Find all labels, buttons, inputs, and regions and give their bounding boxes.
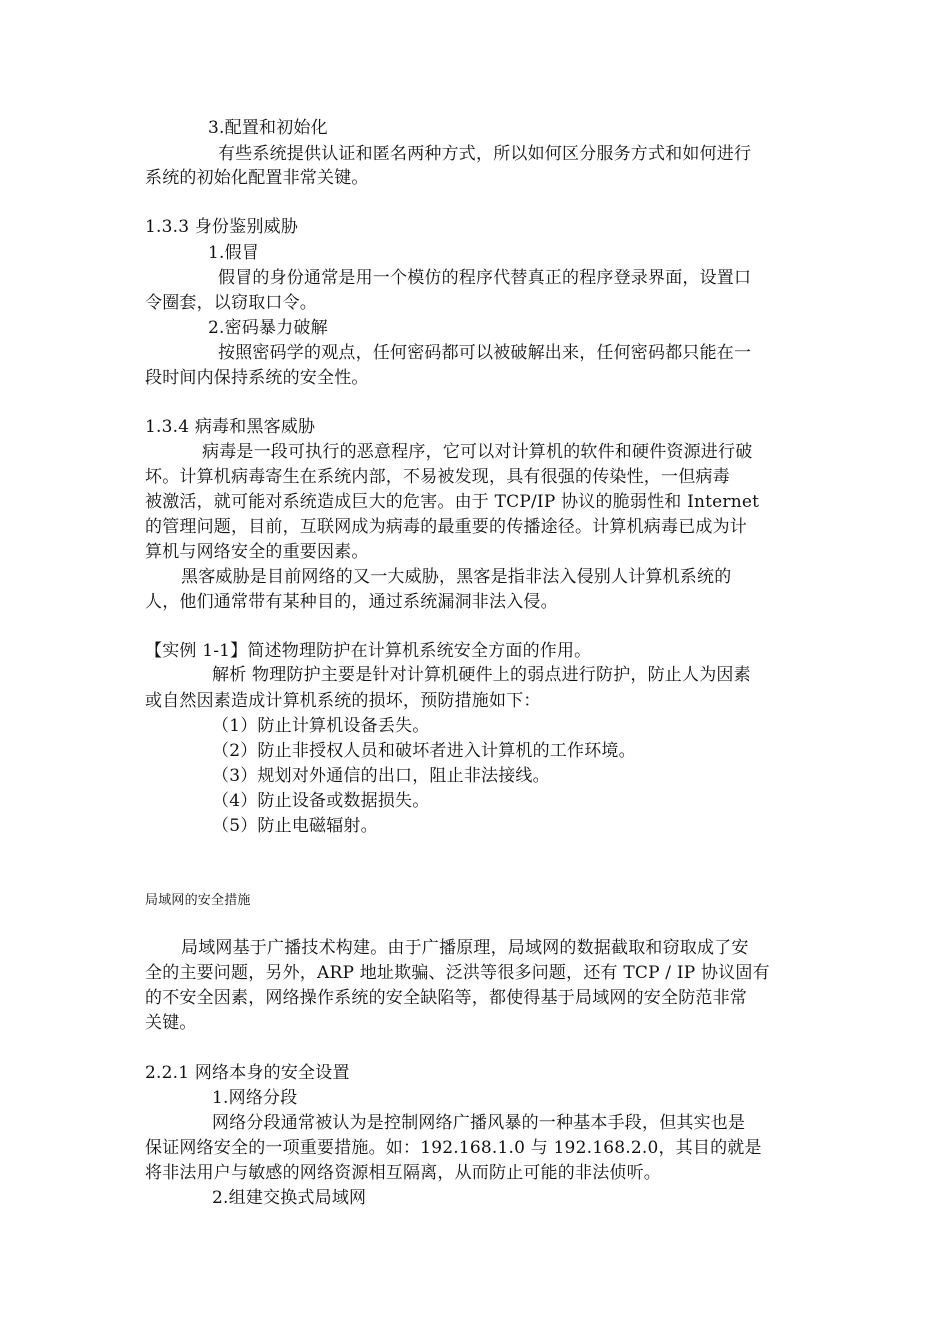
- paragraph-line: 段时间内保持系统的安全性。: [145, 368, 369, 388]
- paragraph-line: 有些系统提供认证和匿名两种方式，所以如何区分服务方式和如何进行: [218, 144, 752, 164]
- subheading-switched-lan: 2.组建交换式局域网: [212, 1188, 367, 1208]
- paragraph-line: 关键。: [145, 1013, 197, 1033]
- paragraph-line: 病毒是一段可执行的恶意程序，它可以对计算机的软件和硬件资源进行破: [202, 442, 753, 462]
- example-title: 【实例 1-1】简述物理防护在计算机系统安全方面的作用。: [145, 641, 592, 661]
- section-title-lan-security: 局域网的安全措施: [145, 893, 251, 908]
- paragraph-line: 保证网络安全的一项重要措施。如：192.168.1.0 与 192.168.2.0，其目的就是: [145, 1138, 762, 1158]
- paragraph-line: 假冒的身份通常是用一个模仿的程序代替真正的程序登录界面，设置口: [218, 268, 752, 288]
- paragraph-line: 局域网基于广播技术构建。由于广播原理，局域网的数据截取和窃取成了安: [181, 938, 749, 958]
- section-heading-2-2-1: 2.2.1 网络本身的安全设置: [145, 1063, 350, 1083]
- list-item: （1）防止计算机设备丢失。: [212, 716, 430, 736]
- subheading-impersonation: 1.假冒: [208, 243, 260, 263]
- paragraph-line: 网络分段通常被认为是控制网络广播风暴的一种基本手段，但其实也是: [212, 1113, 746, 1133]
- heading-config-init: 3.配置和初始化: [208, 118, 328, 138]
- paragraph-line: 或自然因素造成计算机系统的损坏，预防措施如下：: [145, 691, 541, 711]
- paragraph-line: 系统的初始化配置非常关键。: [145, 168, 369, 188]
- paragraph-line: 被激活，就可能对系统造成巨大的危害。由于 TCP/IP 协议的脆弱性和 Internet: [145, 492, 760, 512]
- paragraph-line: 算机与网络安全的重要因素。: [145, 542, 369, 562]
- paragraph-line: 解析 物理防护主要是针对计算机硬件上的弱点进行防护，防止人为因素: [212, 665, 751, 685]
- list-item: （4）防止设备或数据损失。: [212, 791, 430, 811]
- list-item: （3）规划对外通信的出口，阻止非法接线。: [212, 766, 550, 786]
- list-item: （5）防止电磁辐射。: [212, 816, 378, 836]
- paragraph-line: 人，他们通常带有某种目的，通过系统漏洞非法入侵。: [145, 592, 558, 612]
- subheading-brute-force: 2.密码暴力破解: [208, 318, 328, 338]
- paragraph-line: 的管理问题，目前，互联网成为病毒的最重要的传播途径。计算机病毒已成为计: [145, 517, 747, 537]
- paragraph-line: 坏。计算机病毒寄生在系统内部，不易被发现，具有很强的传染性，一但病毒: [145, 467, 730, 487]
- paragraph-line: 将非法用户与敏感的网络资源相互隔离，从而防止可能的非法侦听。: [145, 1163, 661, 1183]
- section-heading-1-3-4: 1.3.4 病毒和黑客威胁: [145, 417, 316, 437]
- subheading-network-segmentation: 1.网络分段: [212, 1088, 298, 1108]
- paragraph-line: 令圈套，以窃取口令。: [145, 293, 317, 313]
- paragraph-line: 黑客威胁是目前网络的又一大威胁，黑客是指非法入侵别人计算机系统的: [181, 567, 732, 587]
- list-item: （2）防止非授权人员和破坏者进入计算机的工作环境。: [212, 741, 636, 761]
- paragraph-line: 全的主要问题，另外，ARP 地址欺骗、泛洪等很多问题，还有 TCP / IP 协议固有: [145, 963, 770, 983]
- paragraph-line: 按照密码学的观点，任何密码都可以被破解出来，任何密码都只能在一: [218, 343, 752, 363]
- paragraph-line: 的不安全因素，网络操作系统的安全缺陷等，都使得基于局域网的安全防范非常: [145, 988, 747, 1008]
- section-heading-1-3-3: 1.3.3 身份鉴别威胁: [145, 217, 299, 237]
